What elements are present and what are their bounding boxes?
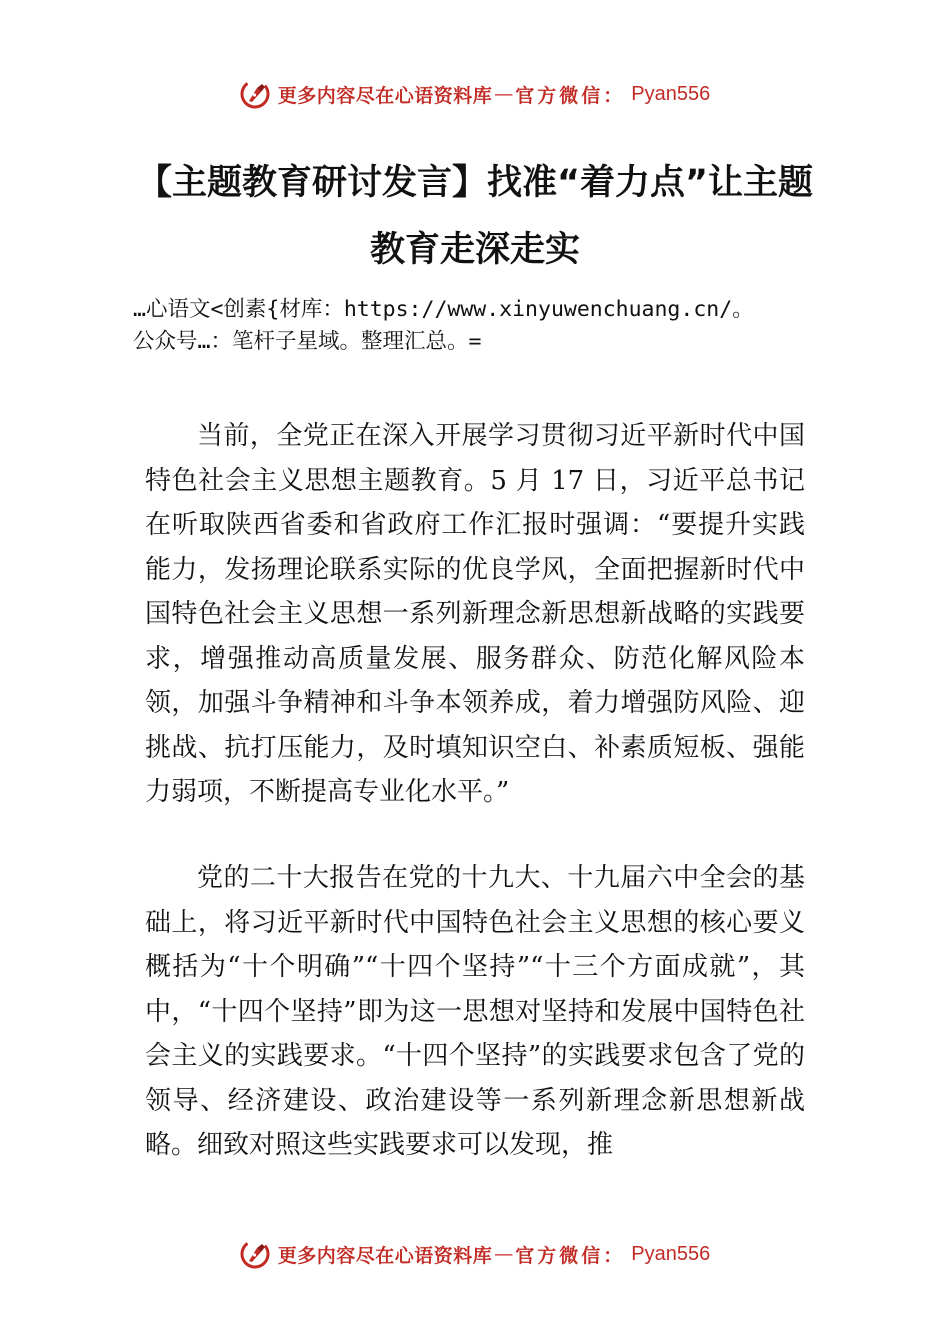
banner-wechat-id: Pyan556 bbox=[631, 82, 711, 105]
banner-slogan: 更多内容尽在心语资料库 bbox=[277, 84, 493, 107]
banner-wechat-label: 官方微信： bbox=[515, 1244, 626, 1267]
footer-banner bbox=[0, 1232, 950, 1276]
banner-slogan: 更多内容尽在心语资料库 bbox=[277, 1244, 493, 1267]
banner-wechat-label: 官方微信： bbox=[515, 84, 626, 107]
banner-wechat-id: Pyan556 bbox=[631, 1242, 711, 1265]
pen-nib-logo-icon bbox=[240, 79, 270, 109]
source-note-line-1: …心语文<创素{材库：https://www.xinyuwenchuang.cn/。 bbox=[133, 297, 754, 322]
document-title: 【主题教育研讨发言】找准“着力点”让主题教育走深走实 bbox=[136, 163, 813, 270]
header-banner bbox=[0, 72, 950, 116]
source-note bbox=[133, 294, 833, 358]
source-note-line-2: 公众号…：笔杆子星域。整理汇总。= bbox=[133, 329, 482, 354]
body-paragraph-1: 当前，全党正在深入开展学习贯彻习近平新时代中国特色社会主义思想主题教育。5 月 17 日，习近平总书记在听取陕西省委和省政府工作汇报时强调：“要提升实践能力，发扬理论联系实际的优良学风，全面把握新时代中国特色社会主义思想一系列新理念新思想新战略的实践要求，增强推动高质量发展、服务群众、防范化解风险本领，加强斗争精神和斗争本领养成，着力增强防风险、迎挑战、抗打压能力，及时填知识空白、补素质短板、强能力弱项，不断提高专业化水平。” bbox=[145, 421, 805, 807]
pen-nib-logo-icon bbox=[240, 1239, 270, 1269]
banner-separator: — bbox=[494, 83, 514, 105]
body-paragraph-2: 党的二十大报告在党的十九大、十九届六中全会的基础上，将习近平新时代中国特色社会主义思想的核心要义概括为“十个明确”“十四个坚持”“十三个方面成就”，其中，“十四个坚持”即为这一思想对坚持和发展中国特色社会主义的实践要求。“十四个坚持”的实践要求包含了党的领导、经济建设、政治建设等一系列新理念新思想新战略。细致对照这些实践要求可以发现，推 bbox=[145, 863, 805, 1160]
banner-separator: — bbox=[494, 1243, 514, 1265]
